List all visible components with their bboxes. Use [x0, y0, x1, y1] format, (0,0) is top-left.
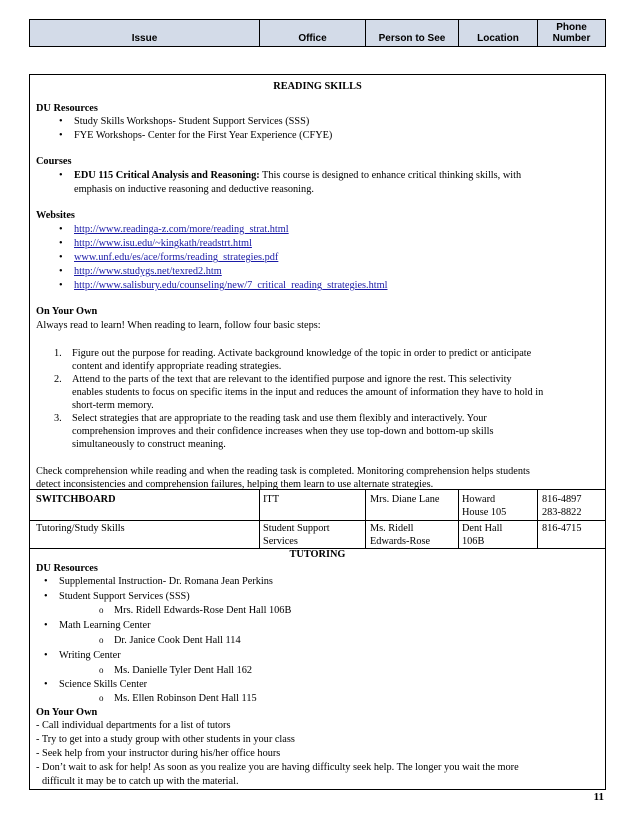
- tutoring-own-label: On Your Own: [36, 707, 98, 718]
- course-name: EDU 115 Critical Analysis and Reasoning:: [74, 170, 260, 181]
- tutoring-du-resources-label: DU Resources: [36, 563, 98, 574]
- tutoring-row-person-1: Ms. Ridell: [370, 523, 414, 534]
- tutoring-row-location-1: Dent Hall: [462, 523, 503, 534]
- step-number: 3.: [54, 413, 62, 424]
- column-divider: [458, 489, 459, 548]
- page-number: 11: [593, 791, 604, 803]
- tutoring-row-location-2: 106B: [462, 536, 485, 547]
- header-phone: [538, 20, 605, 46]
- tutoring-row-issue: Tutoring/Study Skills: [36, 523, 125, 534]
- step-text: content and identify appropriate reading strategies.: [72, 361, 282, 372]
- switchboard-person: Mrs. Diane Lane: [370, 494, 440, 505]
- tutoring-row-office-1: Student Support: [263, 523, 330, 534]
- tutoring-own-item-continued: difficult it may be to catch up with the material.: [42, 776, 239, 787]
- content-table: [29, 74, 606, 790]
- header-location: Location: [459, 20, 538, 46]
- check-text-2: detect inconsistencies and comprehension failures, helping them learn to use alternate strategies.: [36, 479, 434, 490]
- tutoring-resource-item: • Writing Center: [59, 649, 121, 662]
- step-number: 1.: [54, 348, 62, 359]
- step-text: enables students to focus on specific items in the input and reduces the amount of information they have to hold in: [72, 387, 544, 398]
- step-number: 2.: [54, 374, 62, 385]
- tutoring-row-phone: 816-4715: [542, 523, 582, 534]
- tutoring-own-item: - Try to get into a study group with other students in your class: [36, 734, 295, 745]
- reading-resource-item: • Study Skills Workshops- Student Support Services (SSS): [74, 115, 309, 128]
- course-item: [74, 169, 521, 182]
- tutoring-own-item: - Seek help from your instructor during his/her office hours: [36, 748, 281, 759]
- tutoring-resource-item: • Student Support Services (SSS): [59, 590, 190, 603]
- step-text: Attend to the parts of the text that are relevant to the identified purpose and ignore the rest. This selectivity: [72, 374, 512, 385]
- step-text: short-term memory.: [72, 400, 154, 411]
- switchboard-phone-1: 816-4897: [542, 494, 582, 505]
- website-link[interactable]: http://www.isu.edu/~kingkath/readstrt.html: [74, 238, 252, 249]
- website-link-item: [74, 279, 388, 292]
- row-divider: [30, 520, 605, 521]
- courses-label: Courses: [36, 156, 72, 167]
- website-link-item: [74, 237, 252, 250]
- switchboard-phone-2: 283-8822: [542, 507, 582, 518]
- tutoring-contact: o Dr. Janice Cook Dent Hall 114: [114, 634, 241, 647]
- tutoring-own-item: - Call individual departments for a list of tutors: [36, 720, 231, 731]
- tutoring-contact: o Ms. Danielle Tyler Dent Hall 162: [114, 664, 252, 677]
- table-header: [29, 19, 606, 47]
- website-link-item: [74, 265, 222, 278]
- switchboard-office: ITT: [263, 494, 280, 505]
- check-text-1: Check comprehension while reading and when the reading task is completed. Monitoring comprehension helps students: [36, 466, 530, 477]
- header-phone-line1: Phone: [556, 22, 587, 33]
- website-link-item: [74, 251, 278, 264]
- tutoring-contact: o Mrs. Ridell Edwards-Rose Dent Hall 106B: [114, 604, 291, 617]
- tutoring-resource-item: • Math Learning Center: [59, 619, 151, 632]
- website-link[interactable]: http://www.readinga-z.com/more/reading_strat.html: [74, 224, 289, 235]
- tutoring-row-office-2: Services: [263, 536, 298, 547]
- reading-title: READING SKILLS: [273, 81, 362, 92]
- website-link[interactable]: www.unf.edu/es/ace/forms/reading_strategies.pdf: [74, 252, 279, 263]
- column-divider: [537, 489, 538, 548]
- header-office: Office: [260, 20, 366, 46]
- tutoring-title: TUTORING: [289, 549, 346, 560]
- tutoring-contact: o Ms. Ellen Robinson Dent Hall 115: [114, 692, 257, 705]
- switchboard-location-1: Howard: [462, 494, 496, 505]
- column-divider: [365, 489, 366, 548]
- header-issue: Issue: [30, 20, 260, 46]
- header-person: Person to See: [366, 20, 459, 46]
- header-phone-line2: Number: [552, 33, 591, 44]
- step-text: comprehension improves and their confidence increases when they use top-down and bottom-up skills: [72, 426, 494, 437]
- website-link-item: [74, 223, 289, 236]
- switchboard-issue: SWITCHBOARD: [36, 494, 116, 505]
- row-divider: [30, 489, 605, 490]
- tutoring-own-item: - Don’t wait to ask for help! As soon as you realize you are having difficulty seek help. The longer you wait the more: [36, 762, 519, 773]
- reading-resource-item: • FYE Workshops- Center for the First Year Experience (CFYE): [74, 129, 332, 142]
- course-desc-2: emphasis on inductive reasoning and deductive reasoning.: [74, 184, 314, 195]
- website-link[interactable]: http://www.studygs.net/texred2.htm: [74, 266, 222, 277]
- reading-own-intro: Always read to learn! When reading to learn, follow four basic steps:: [36, 320, 321, 331]
- course-desc-1: This course is designed to enhance critical thinking skills, with: [259, 170, 522, 181]
- reading-du-resources-label: DU Resources: [36, 103, 98, 114]
- tutoring-row-person-2: Edwards-Rose: [370, 536, 431, 547]
- website-link[interactable]: http://www.salisbury.edu/counseling/new/7_critical_reading_strategies.html: [74, 280, 388, 291]
- tutoring-resource-item: • Supplemental Instruction- Dr. Romana Jean Perkins: [59, 575, 273, 588]
- step-text: simultaneously to construct meaning.: [72, 439, 226, 450]
- reading-own-label: On Your Own: [36, 306, 98, 317]
- column-divider: [259, 489, 260, 548]
- step-text: Figure out the purpose for reading. Activate background knowledge of the topic in order to predict or anticipate: [72, 348, 532, 359]
- tutoring-resource-item: • Science Skills Center: [59, 678, 147, 691]
- switchboard-location-2: House 105: [462, 507, 507, 518]
- websites-label: Websites: [36, 210, 75, 221]
- step-text: Select strategies that are appropriate to the reading task and use them flexibly and interactively. Your: [72, 413, 487, 424]
